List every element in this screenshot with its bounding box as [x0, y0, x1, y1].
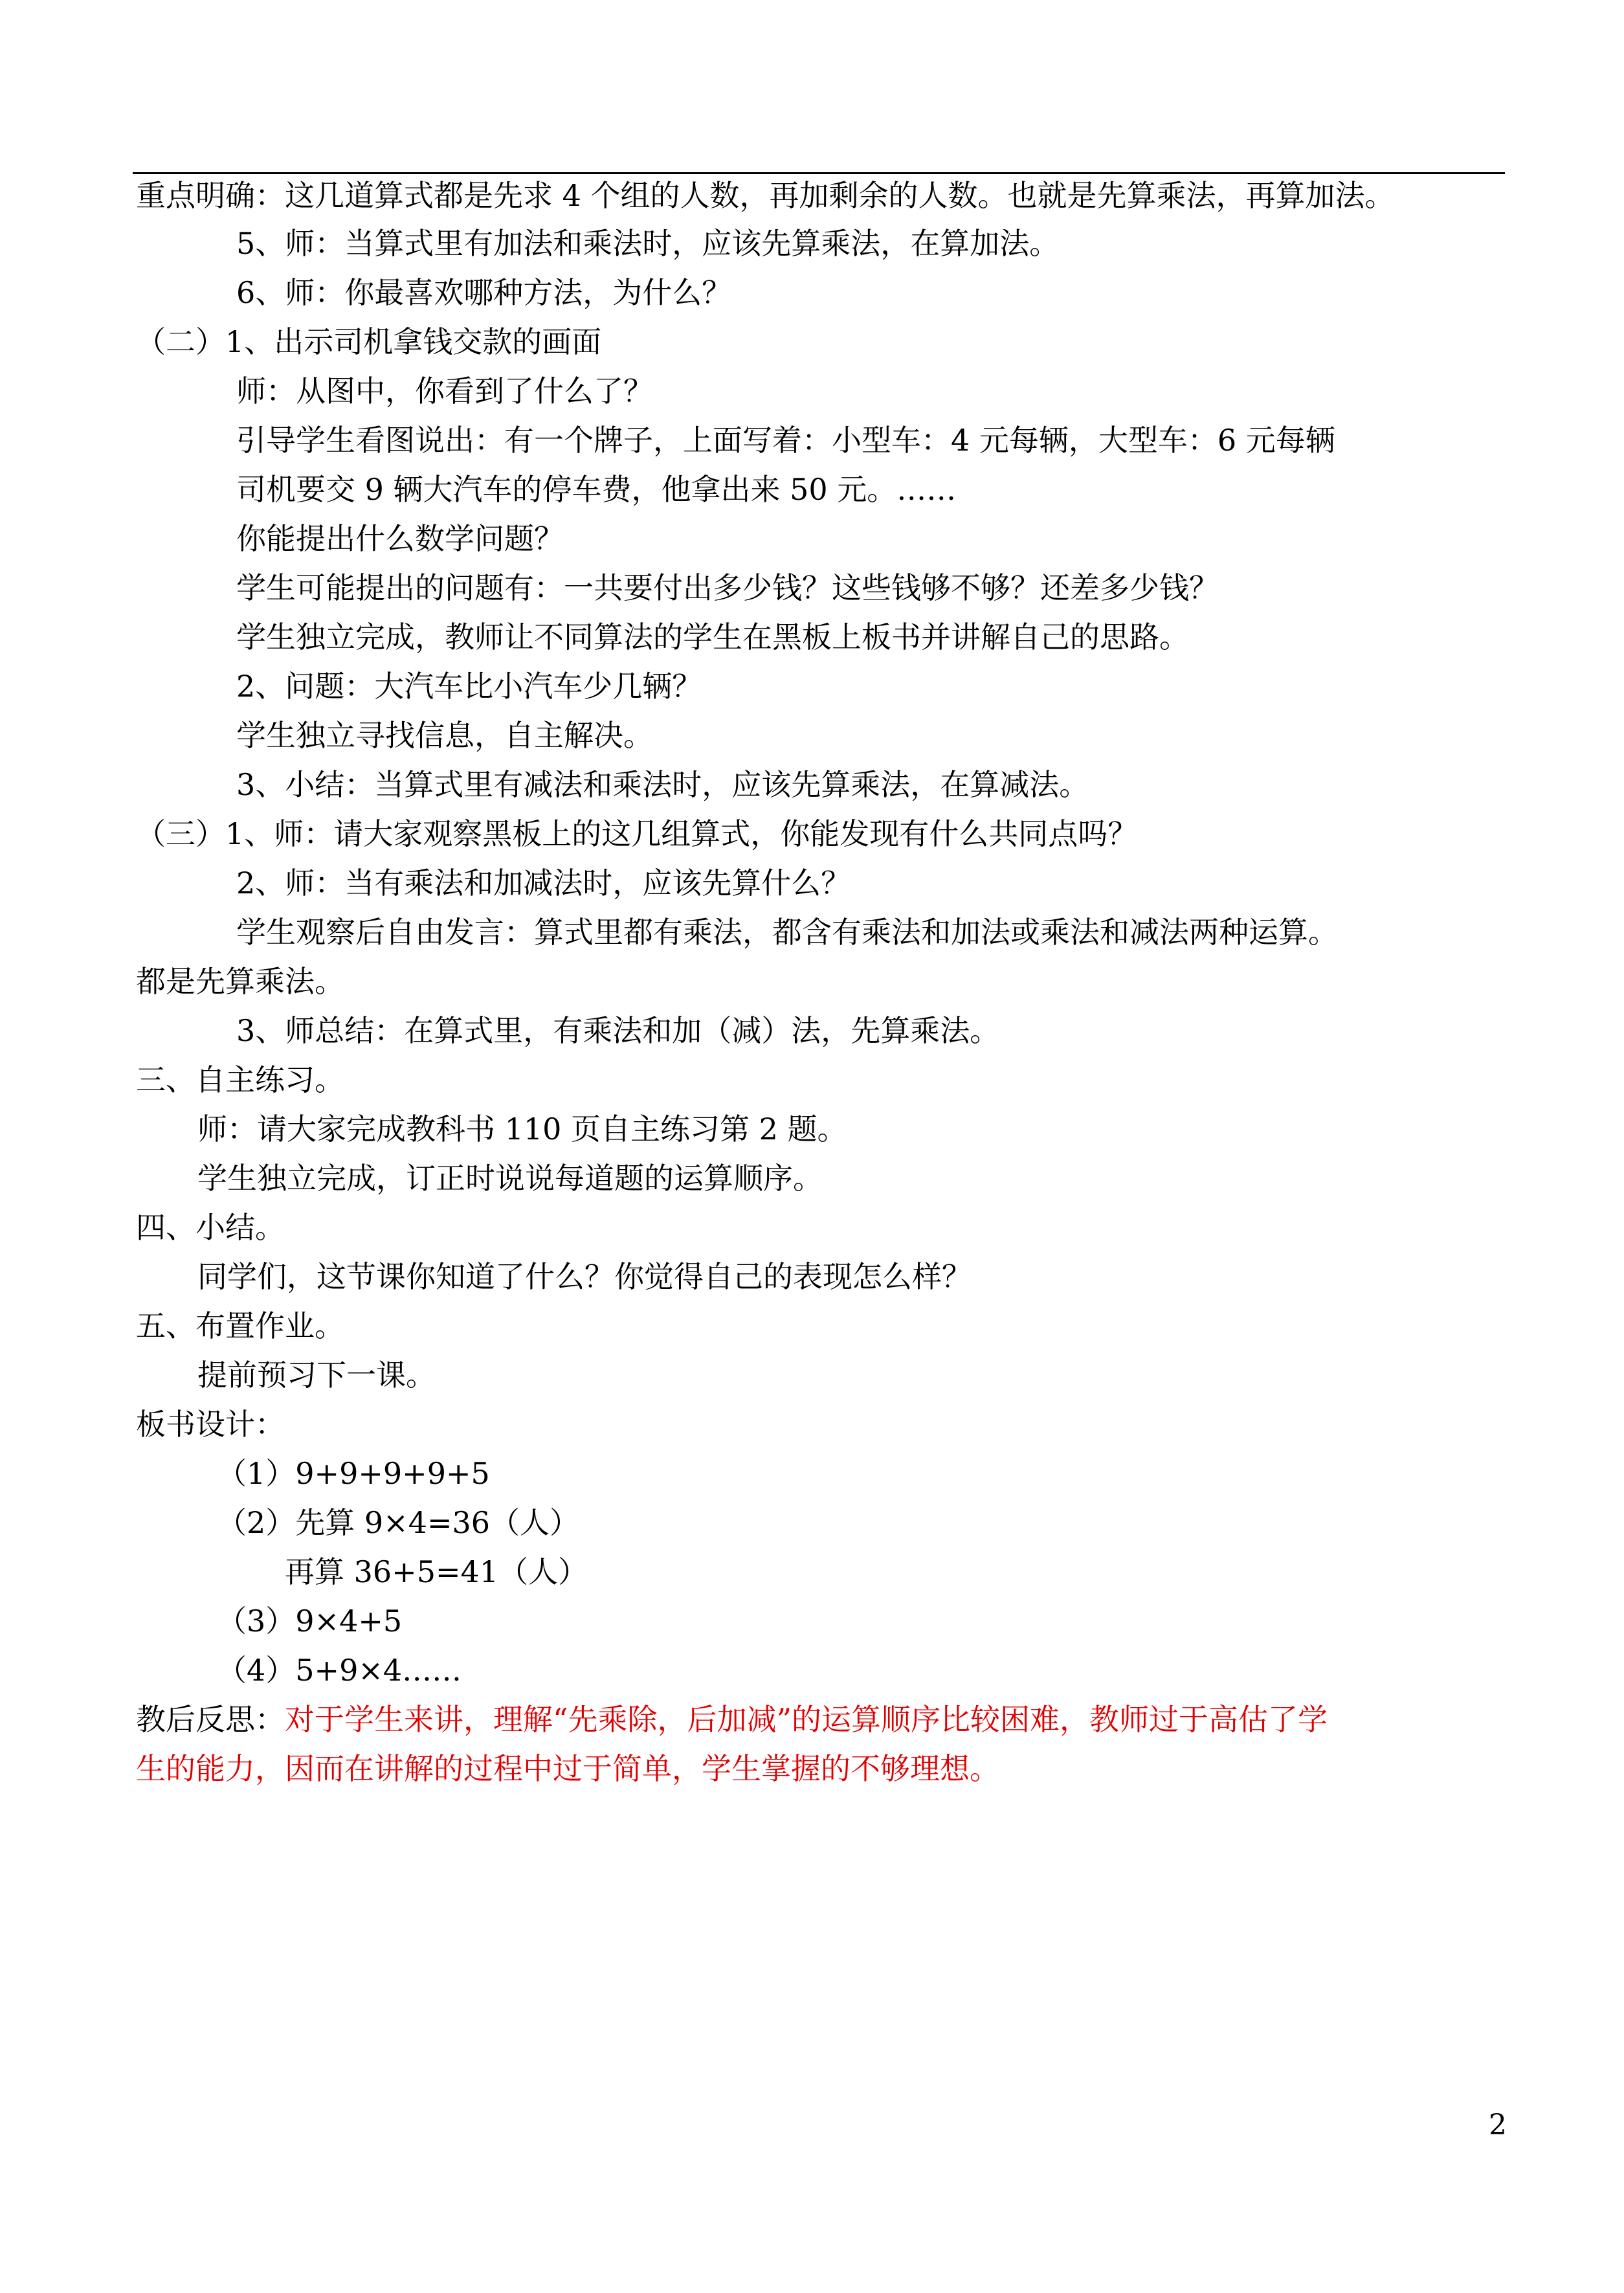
- section-heading: 三、自主练习。: [136, 1062, 344, 1097]
- section-heading: （三）1、师：请大家观察黑板上的这几组算式，你能发现有什么共同点吗？: [136, 816, 1138, 851]
- text-line: 学生独立完成，订正时说说每道题的运算顺序。: [197, 1161, 823, 1196]
- text-line: 学生可能提出的问题有：一共要付出多少钱？这些钱够不够？还差多少钱？: [236, 570, 1219, 605]
- reflection-line-1: [136, 1700, 1328, 1739]
- text-line: 师：请大家完成教科书 110 页自主练习第 2 题。: [197, 1112, 847, 1146]
- board-item: （2）先算 9×4=36（人）: [217, 1505, 580, 1540]
- reflection-label: 教后反思：: [136, 1702, 285, 1737]
- text-line: 6、师：你最喜欢哪种方法，为什么？: [236, 275, 732, 310]
- section-heading: 五、布置作业。: [136, 1308, 344, 1343]
- text-line: 都是先算乘法。: [136, 964, 344, 999]
- header-rule: [133, 172, 1505, 174]
- text-line: 提前预习下一课。: [197, 1358, 436, 1393]
- reflection-text: 对于学生来讲，理解“先乘除，后加减”的运算顺序比较困难，教师过于高估了学: [285, 1702, 1328, 1737]
- text-line: 5、师：当算式里有加法和乘法时，应该先算乘法，在算加法。: [236, 226, 1060, 261]
- text-line: 你能提出什么数学问题？: [236, 521, 564, 556]
- board-item: （4）5+9×4……: [217, 1653, 462, 1688]
- key-point-line: 重点明确：这几道算式都是先求 4 个组的人数，再加剩余的人数。也就是先算乘法，再算加法。: [136, 178, 1395, 213]
- text-line: 3、师总结：在算式里，有乘法和加（减）法，先算乘法。: [236, 1013, 1000, 1048]
- text-line: 学生观察后自由发言：算式里都有乘法，都含有乘法和加法或乘法和减法两种运算。: [236, 915, 1338, 950]
- text-line: 2、问题：大汽车比小汽车少几辆？: [236, 669, 702, 704]
- text-line: 3、小结：当算式里有减法和乘法时，应该先算乘法，在算减法。: [236, 767, 1089, 802]
- section-heading: （二）1、出示司机拿钱交款的画面: [136, 324, 602, 359]
- board-item: 再算 36+5=41（人）: [285, 1554, 588, 1589]
- board-design-heading: 板书设计：: [136, 1407, 285, 1442]
- reflection-line-2: 生的能力，因而在讲解的过程中过于简单，学生掌握的不够理想。: [136, 1751, 999, 1786]
- section-heading: 四、小结。: [136, 1210, 285, 1245]
- board-item: （1）9+9+9+9+5: [217, 1456, 490, 1491]
- text-line: 学生独立完成，教师让不同算法的学生在黑板上板书并讲解自己的思路。: [236, 620, 1189, 654]
- text-line: 同学们，这节课你知道了什么？你觉得自己的表现怎么样？: [197, 1259, 972, 1294]
- board-item: （3）9×4+5: [217, 1604, 403, 1639]
- page-number: 2: [1489, 2108, 1507, 2142]
- text-line: 2、师：当有乘法和加减法时，应该先算什么？: [236, 866, 851, 900]
- text-line: 师：从图中，你看到了什么了？: [236, 374, 653, 408]
- text-line: 学生独立寻找信息，自主解决。: [236, 718, 653, 753]
- text-line: 司机要交 9 辆大汽车的停车费，他拿出来 50 元。……: [236, 472, 957, 507]
- text-line: 引导学生看图说出：有一个牌子，上面写着：小型车：4 元每辆，大型车：6 元每辆: [236, 423, 1335, 458]
